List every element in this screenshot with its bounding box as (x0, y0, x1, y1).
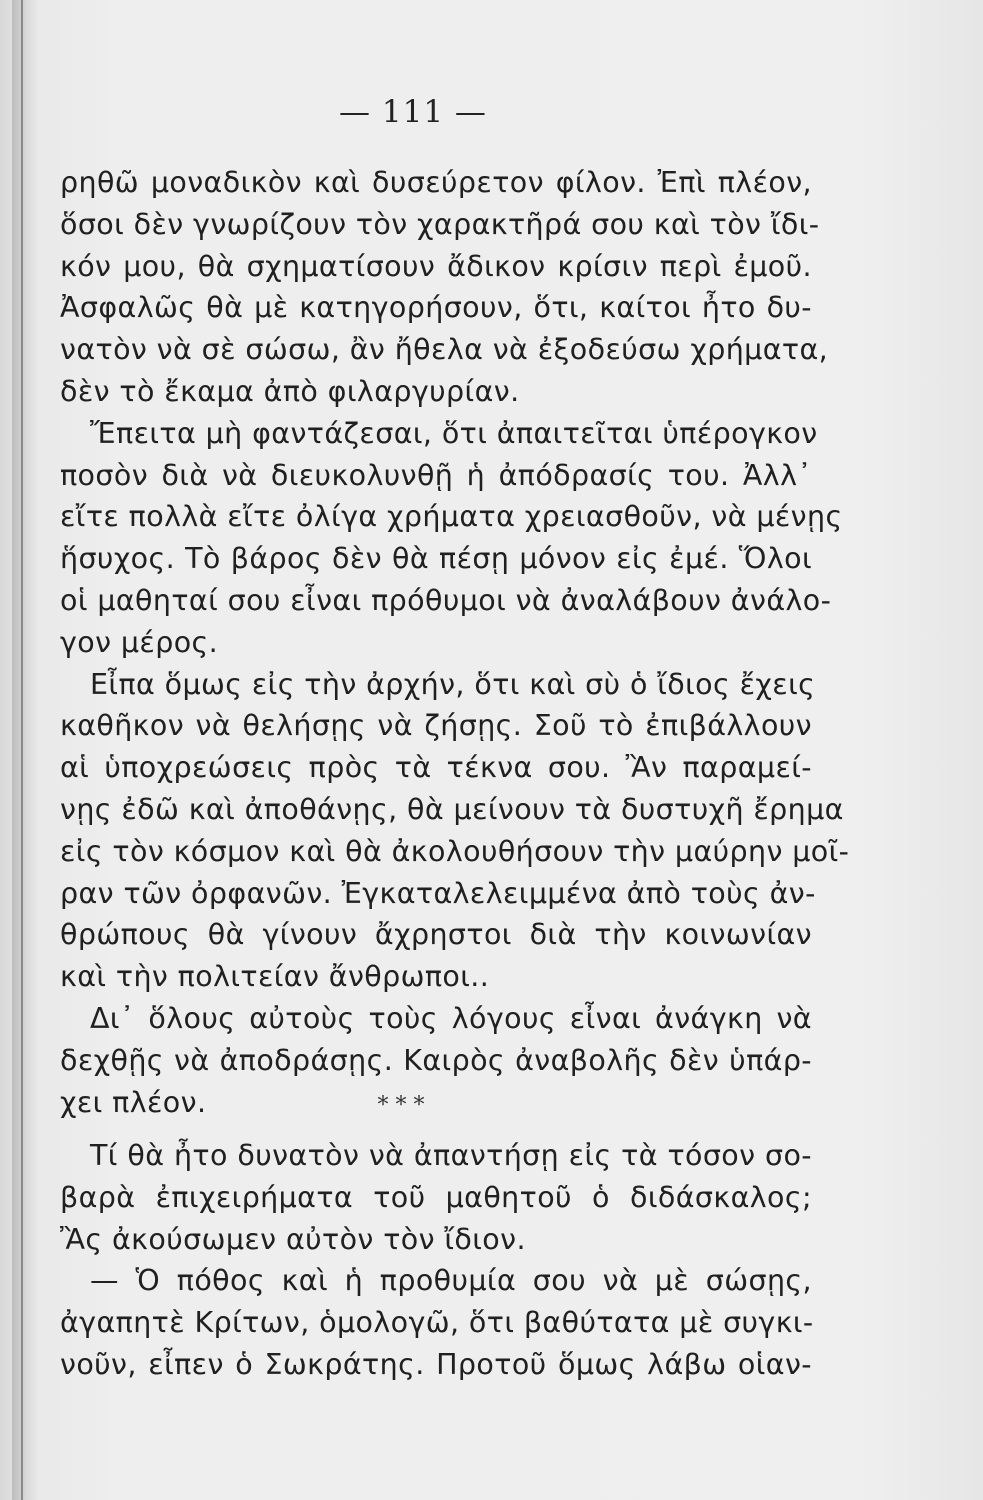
text-line: ἥσυχος. Τὸ βάρος δὲν θὰ πέσῃ μόνον εἰς ἐμέ. Ὅλοι (60, 542, 812, 576)
body-text-after-separator (60, 1135, 812, 1386)
paragraph (60, 664, 850, 998)
text-line: καὶ τὴν πολιτείαν ἄνθρωποι.. (60, 960, 490, 994)
text-line: δὲν τὸ ἔκαμα ἀπὸ φιλαργυρίαν. (60, 374, 520, 408)
text-line: Ἂς ἀκούσωμεν αὐτὸν τὸν ἴδιον. (60, 1222, 526, 1256)
text-line: ποσὸν διὰ νὰ διευκολυνθῇ ἡ ἀπόδρασίς του. Ἀλλ᾽ (60, 458, 812, 492)
text-line: ὅσοι δὲν γνωρίζουν τὸν χαρακτῆρά σου καὶ τὸν ἴδι- (60, 207, 820, 241)
text-line: ἀγαπητὲ Κρίτων, ὁμολογῶ, ὅτι βαθύτατα μὲ συγκι- (60, 1306, 814, 1340)
paragraph (60, 162, 829, 413)
text-line: δεχθῇς νὰ ἀποδράσῃς. Καιρὸς ἀναβολῆς δὲν ὑπάρ- (60, 1043, 812, 1077)
paragraph (60, 1260, 812, 1385)
text-line: Ἀσφαλῶς θὰ μὲ κατηγορήσουν, ὅτι, καίτοι ἦτο δυ- (60, 291, 812, 325)
text-line: νοῦν, εἶπεν ὁ Σωκράτης. Προτοῦ ὅμως λάβω οἱαν- (60, 1347, 812, 1381)
text-line: αἱ ὑποχρεώσεις πρὸς τὰ τέκνα σου. Ἂν παραμεί- (60, 751, 812, 785)
text-line: ρηθῶ μοναδικὸν καὶ δυσεύρετον φίλον. Ἐπὶ πλέον, (60, 166, 812, 199)
text-line: Τί θὰ ἦτο δυνατὸν νὰ ἀπαντήσῃ εἰς τὰ τόσον σο- (90, 1139, 812, 1172)
text-line: νῃς ἐδῶ καὶ ἀποθάνῃς, θὰ μείνουν τὰ δυστυχῆ ἔρημα (60, 792, 844, 826)
text-line: εἰς τὸν κόσμον καὶ θὰ ἀκολουθήσουν τὴν μαύρην μοῖ- (60, 834, 850, 868)
text-line: οἱ μαθηταί σου εἶναι πρόθυμοι νὰ ἀναλάβουν ἀνάλο- (60, 583, 832, 617)
text-line: κόν μου, θὰ σχηματίσουν ἄδικον κρίσιν περὶ ἐμοῦ. (60, 249, 812, 283)
body-text-before-separator (60, 162, 850, 1123)
paragraph (60, 1135, 812, 1260)
text-line: Εἶπα ὅμως εἰς τὴν ἀρχήν, ὅτι καὶ σὺ ὁ ἴδιος ἔχεις (90, 667, 816, 701)
text-line: νατὸν νὰ σὲ σώσω, ἂν ἤθελα νὰ ἐξοδεύσω χρήματα, (60, 333, 829, 367)
paragraph (60, 413, 843, 664)
text-line: χει πλέον. (60, 1085, 207, 1119)
text-line: — Ὁ πόθος καὶ ἡ προθυμία σου νὰ μὲ σώσῃς, (90, 1264, 812, 1298)
gutter-line (21, 0, 23, 1500)
text-line: θρώπους θὰ γίνουν ἄχρηστοι διὰ τὴν κοινωνίαν (60, 918, 812, 952)
text-line: γον μέρος. (60, 625, 219, 659)
text-line: ραν τῶν ὀρφανῶν. Ἐγκαταλελειμμένα ἀπὸ τοὺς ἀν- (60, 876, 816, 910)
section-separator: * * * (377, 1093, 425, 1118)
text-line: Ἔπειτα μὴ φαντάζεσαι, ὅτι ἀπαιτεῖται ὑπέρογκον (90, 416, 818, 450)
text-line: εἴτε πολλὰ εἴτε ὀλίγα χρήματα χρειασθοῦν, νὰ μένῃς (60, 500, 843, 534)
text-line: βαρὰ ἐπιχειρήματα τοῦ μαθητοῦ ὁ διδάσκαλος; (60, 1180, 812, 1214)
book-spine-shadow (12, 0, 38, 1500)
text-line: καθῆκον νὰ θελήσῃς νὰ ζήσῃς. Σοῦ τὸ ἐπιβάλλουν (60, 709, 812, 743)
page-number: — 111 — (339, 94, 487, 130)
text-line: Δι᾽ ὅλους αὐτοὺς τοὺς λόγους εἶναι ἀνάγκη νὰ (90, 1001, 812, 1035)
